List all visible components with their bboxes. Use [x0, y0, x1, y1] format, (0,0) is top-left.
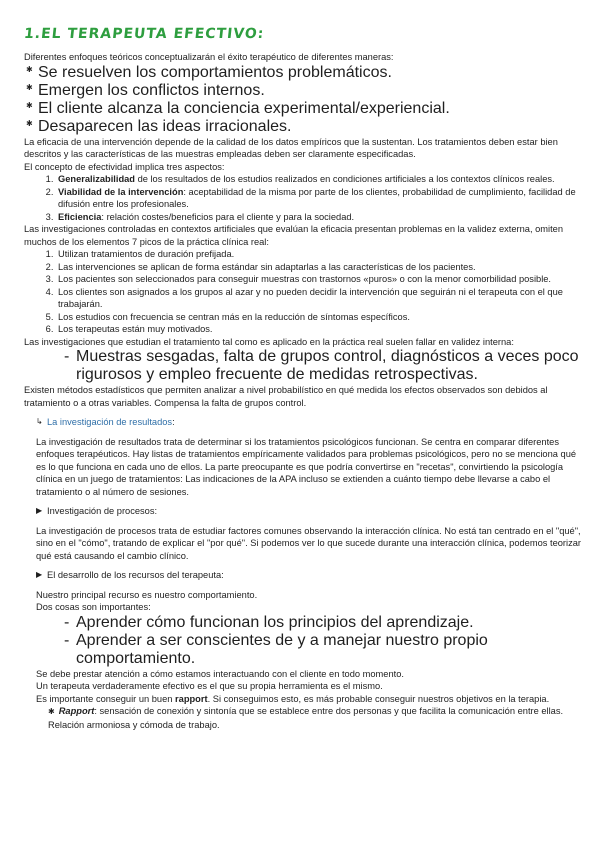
list-item: 2. Viabilidad de la intervención: aceptabilidad de la misma por parte de los clientes, probabilidad de cumplimiento, facilidad de difusión entre los profesionales.: [56, 186, 581, 211]
list-item: ✱ Desaparecen las ideas irracionales.: [26, 117, 292, 135]
dash-bullet: -: [64, 348, 70, 365]
metodos-paragraph: Existen métodos estadísticos que permiten analizar a nivel probabilístico en qué medida los efectos observados son debidos al tratamiento o a otras variables. Compensa la falta de grupos control.: [24, 385, 548, 408]
concepto-paragraph: El concepto de efectividad implica tres aspectos:: [24, 161, 225, 172]
procesos-body: La investigación de procesos trata de estudiar factores comunes observando la interacción clínica. No está tan centrado en el "qué", sino en el "cómo", tratando de explicar el "por qué". Si podemos ver lo que sucede durante una interacción clínica, podemos teorizar qué está causando el cambio clínico.: [36, 525, 581, 561]
recursos-line: Un terapeuta verdaderamente efectivo es el que su propia herramienta es el mismo.: [36, 681, 383, 691]
list-item: 6. Los terapeutas están muy motivados.: [56, 323, 581, 336]
resultados-body: La investigación de resultados trata de determinar si los tratamientos psicológicos funcionan. Se centra en comparar diferentes enfoques terapéuticos. Hay listas de tratamientos empíricamente validados para problemas psicológicos, pero no se menciona qué es lo que funciona en cada uno de ellos. La parte preocupante es que podría convertirse en "recetas", convirtiendo la psicología clínica en un juego de tratamientos: Las indicaciones de la APA incluso se extienden a cuánto tiempo debe llevarse a cabo el tratamiento o al número de sesiones.: [36, 436, 577, 497]
list-item: ✱ El cliente alcanza la conciencia experimental/experiencial.: [26, 99, 450, 117]
section-heading: [36, 569, 581, 582]
section-procesos: [24, 505, 581, 518]
page-title: 1.EL TERAPEUTA EFECTIVO:: [23, 26, 266, 42]
section-heading: ↳ La investigación de resultados :: [36, 417, 175, 427]
list-item: - Muestras sesgadas, falta de grupos control, diagnósticos a veces poco rigurosos y empleo frecuente de medidas retrospectivas.: [64, 348, 579, 383]
triangle-right-icon: ▶: [36, 570, 43, 579]
asterisk-bullet-icon: ✱: [26, 118, 33, 128]
list-item: ✱ Se resuelven los comportamientos problemáticos.: [26, 63, 392, 81]
asterisk-bullet-icon: ✱: [26, 64, 33, 74]
real-paragraph: Las investigaciones que estudian el tratamiento tal como es aplicado en la práctica real suelen fallar en validez interna:: [24, 336, 514, 347]
list-item: 3. Eficiencia: relación costes/beneficios para el cliente y para la sociedad.: [56, 211, 581, 224]
list-item: 3. Los pacientes son seleccionados para conseguir muestras con trastornos «puros» o con la menor comorbilidad posible.: [56, 273, 581, 286]
recursos-line: Nuestro principal recurso es nuestro comportamiento.: [36, 589, 258, 600]
recursos-line: Se debe prestar atención a cómo estamos interactuando con el cliente en todo momento.: [36, 668, 404, 679]
controladas-paragraph: Las investigaciones controladas en contextos artificiales que evalúan la eficacia presentan problemas en la validez externa, omiten muchos de los elementos 7 picos de la práctica clínica real:: [24, 224, 564, 247]
triangle-right-icon: ▶: [36, 506, 43, 515]
list-item: - Aprender cómo funcionan los principios del aprendizaje.: [64, 613, 474, 631]
aspects-list: [24, 173, 581, 223]
procesos-heading: Investigación de procesos:: [47, 506, 158, 516]
list-item: 1. Utilizan tratamientos de duración prefijada.: [56, 248, 581, 261]
asterisk-bullet-icon: ✱: [26, 100, 33, 110]
dash-bullet: -: [64, 631, 70, 649]
dash-bullet: -: [64, 613, 70, 631]
asterisk-bullet-icon: ✱: [26, 82, 33, 92]
list-item: 1. Generalizabilidad de los resultados de los estudios realizados en condiciones artificiales a los contextos clínicos reales.: [56, 173, 581, 186]
list-item: ✱ Emergen los conflictos internos.: [26, 81, 265, 99]
list-item: - Aprender a ser conscientes de y a manejar nuestro propio comportamiento.: [64, 631, 488, 667]
list-item: 5. Los estudios con frecuencia se centran más en la reducción de síntomas específicos.: [56, 311, 581, 324]
picos-list: [24, 248, 581, 336]
bullet-list: [24, 64, 581, 136]
section-resultados: [24, 416, 581, 429]
intro-text: Diferentes enfoques teóricos conceptualizarán el éxito terapéutico de diferentes maneras:: [24, 52, 394, 62]
eficacia-paragraph: La eficacia de una intervención depende de la calidad de los datos empíricos que la sustentan. Los tratamientos deben estar bien descritos y las características de las muestras empleadas deben ser claramente especificadas.: [24, 136, 558, 159]
recursos-line: Es importante conseguir un buen rapport. Si conseguimos esto, es más probable conseguir nuestros objetivos en la terapia.: [36, 693, 550, 704]
recursos-body: [24, 589, 581, 732]
section-heading: [36, 505, 581, 518]
recursos-line: Dos cosas son importantes:: [36, 602, 151, 612]
section-recursos: [24, 569, 581, 582]
recursos-heading: El desarrollo de los recursos del terapeuta:: [47, 570, 224, 580]
resultados-heading: La investigación de resultados: [47, 417, 173, 427]
asterisk-bullet-icon: ✱: [48, 707, 55, 716]
list-item: 2. Las intervenciones se aplican de forma estándar sin adaptarlas a las características de los pacientes.: [56, 261, 581, 274]
corner-arrow-icon: ↳: [36, 417, 43, 426]
rapport-definition: ✱ Rapport: sensación de conexión y sintonía que se establece entre dos personas y que facilita la comunicación entre ellas. Relación armoniosa y cómoda de trabajo.: [48, 706, 564, 730]
list-item: 4. Los clientes son asignados a los grupos al azar y no pueden decidir la intervención que seguirán ni el terapeuta con el que trabajarán.: [56, 286, 581, 311]
